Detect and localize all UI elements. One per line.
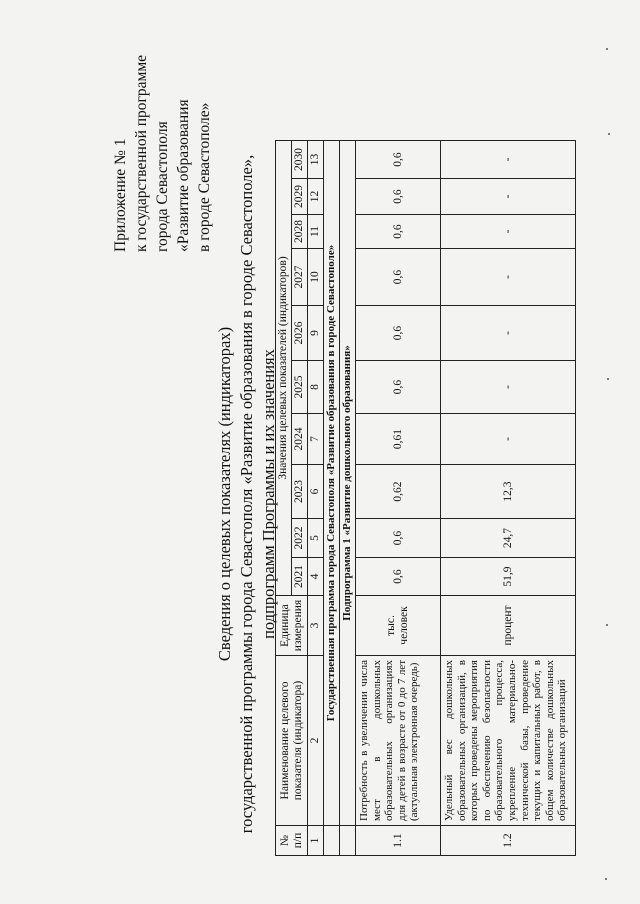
column-number: 5 bbox=[308, 519, 324, 558]
table-row bbox=[441, 141, 576, 856]
value-cell: 12,3 bbox=[441, 465, 576, 519]
indicator-name: Потребность в увеличении числа мест в дошкольных образовательных организациях для детей в возрасте от 0 до 7 лет (актуальная электронная очередь) bbox=[356, 656, 441, 826]
column-number: 2 bbox=[308, 656, 324, 826]
column-number: 4 bbox=[308, 558, 324, 596]
appendix-line: к государственной программе bbox=[133, 54, 150, 252]
subprogram-row: Подпрограмма 1 «Развитие дошкольного образования» bbox=[340, 141, 356, 826]
header-number: № п/п bbox=[276, 826, 308, 856]
header-values: Значения целевых показателей (индикаторов) bbox=[276, 141, 292, 596]
appendix-block bbox=[110, 22, 215, 252]
value-cell: 0,6 bbox=[356, 141, 441, 179]
appendix-line: Приложение № 1 bbox=[112, 138, 129, 252]
value-cell: - bbox=[441, 361, 576, 414]
column-number: 6 bbox=[308, 465, 324, 519]
scan-speck bbox=[608, 133, 610, 135]
appendix-line: в городе Севастополе» bbox=[196, 102, 213, 252]
column-number: 7 bbox=[308, 414, 324, 465]
year-header: 2025 bbox=[292, 361, 308, 414]
year-header: 2022 bbox=[292, 519, 308, 558]
year-header: 2028 bbox=[292, 215, 308, 249]
column-number: 1 bbox=[308, 826, 324, 856]
value-cell: 0,6 bbox=[356, 361, 441, 414]
year-header: 2029 bbox=[292, 179, 308, 215]
column-number: 13 bbox=[308, 141, 324, 179]
value-cell: 0,6 bbox=[356, 215, 441, 249]
value-cell: - bbox=[441, 141, 576, 179]
title-line: подпрограмм Программы и их значениях bbox=[259, 349, 278, 639]
scan-speck bbox=[607, 378, 609, 380]
row-number: 1.2 bbox=[441, 826, 576, 856]
value-cell: - bbox=[441, 215, 576, 249]
year-header: 2030 bbox=[292, 141, 308, 179]
column-number: 3 bbox=[308, 596, 324, 656]
indicator-name: Удельный вес дошкольных образовательных организаций, в которых проведены мероприятия по обеспечению безопасности образовательного процесса, укрепление материально-технической базы, проведение текущих и капитальных работ, в общем количестве дошкольных образовательных организаций bbox=[441, 656, 576, 826]
value-cell: 0,61 bbox=[356, 414, 441, 465]
appendix-line: «Развитие образования bbox=[175, 99, 192, 252]
year-header: 2023 bbox=[292, 465, 308, 519]
header-unit: Единица измерения bbox=[276, 596, 308, 656]
year-header: 2024 bbox=[292, 414, 308, 465]
value-cell: 0,62 bbox=[356, 465, 441, 519]
value-cell: - bbox=[441, 249, 576, 306]
scan-speck bbox=[605, 878, 607, 880]
value-cell: 0,6 bbox=[356, 519, 441, 558]
title-line: Сведения о целевых показателях (индикаторах) bbox=[215, 326, 234, 662]
column-number: 8 bbox=[308, 361, 324, 414]
column-number: 12 bbox=[308, 179, 324, 215]
value-cell: - bbox=[441, 414, 576, 465]
scan-speck bbox=[606, 48, 608, 50]
document-title bbox=[214, 144, 280, 844]
scan-speck bbox=[606, 624, 608, 626]
column-number: 11 bbox=[308, 215, 324, 249]
value-cell: 0,6 bbox=[356, 306, 441, 361]
year-header: 2026 bbox=[292, 306, 308, 361]
value-cell: 24,7 bbox=[441, 519, 576, 558]
value-cell: - bbox=[441, 179, 576, 215]
value-cell: 51,9 bbox=[441, 558, 576, 596]
row-number: 1.1 bbox=[356, 826, 441, 856]
indicators-table bbox=[275, 140, 576, 856]
indicator-unit: тыс. человек bbox=[356, 596, 441, 656]
title-line: государственной программы города Севастополя «Развитие образования в городе Севастополе», bbox=[237, 154, 256, 834]
value-cell: 0,6 bbox=[356, 179, 441, 215]
column-number: 9 bbox=[308, 306, 324, 361]
table-row bbox=[356, 141, 441, 856]
appendix-line: города Севастополя bbox=[154, 121, 171, 252]
program-row: Государственная программа города Севастополя «Развитие образования в городе Севастополе» bbox=[324, 141, 340, 826]
value-cell: 0,6 bbox=[356, 558, 441, 596]
year-header: 2021 bbox=[292, 558, 308, 596]
indicator-unit: процент bbox=[441, 596, 576, 656]
year-header: 2027 bbox=[292, 249, 308, 306]
column-number: 10 bbox=[308, 249, 324, 306]
value-cell: - bbox=[441, 306, 576, 361]
value-cell: 0,6 bbox=[356, 249, 441, 306]
header-indicator-name: Наименование целевого показателя (индикатора) bbox=[276, 656, 308, 826]
